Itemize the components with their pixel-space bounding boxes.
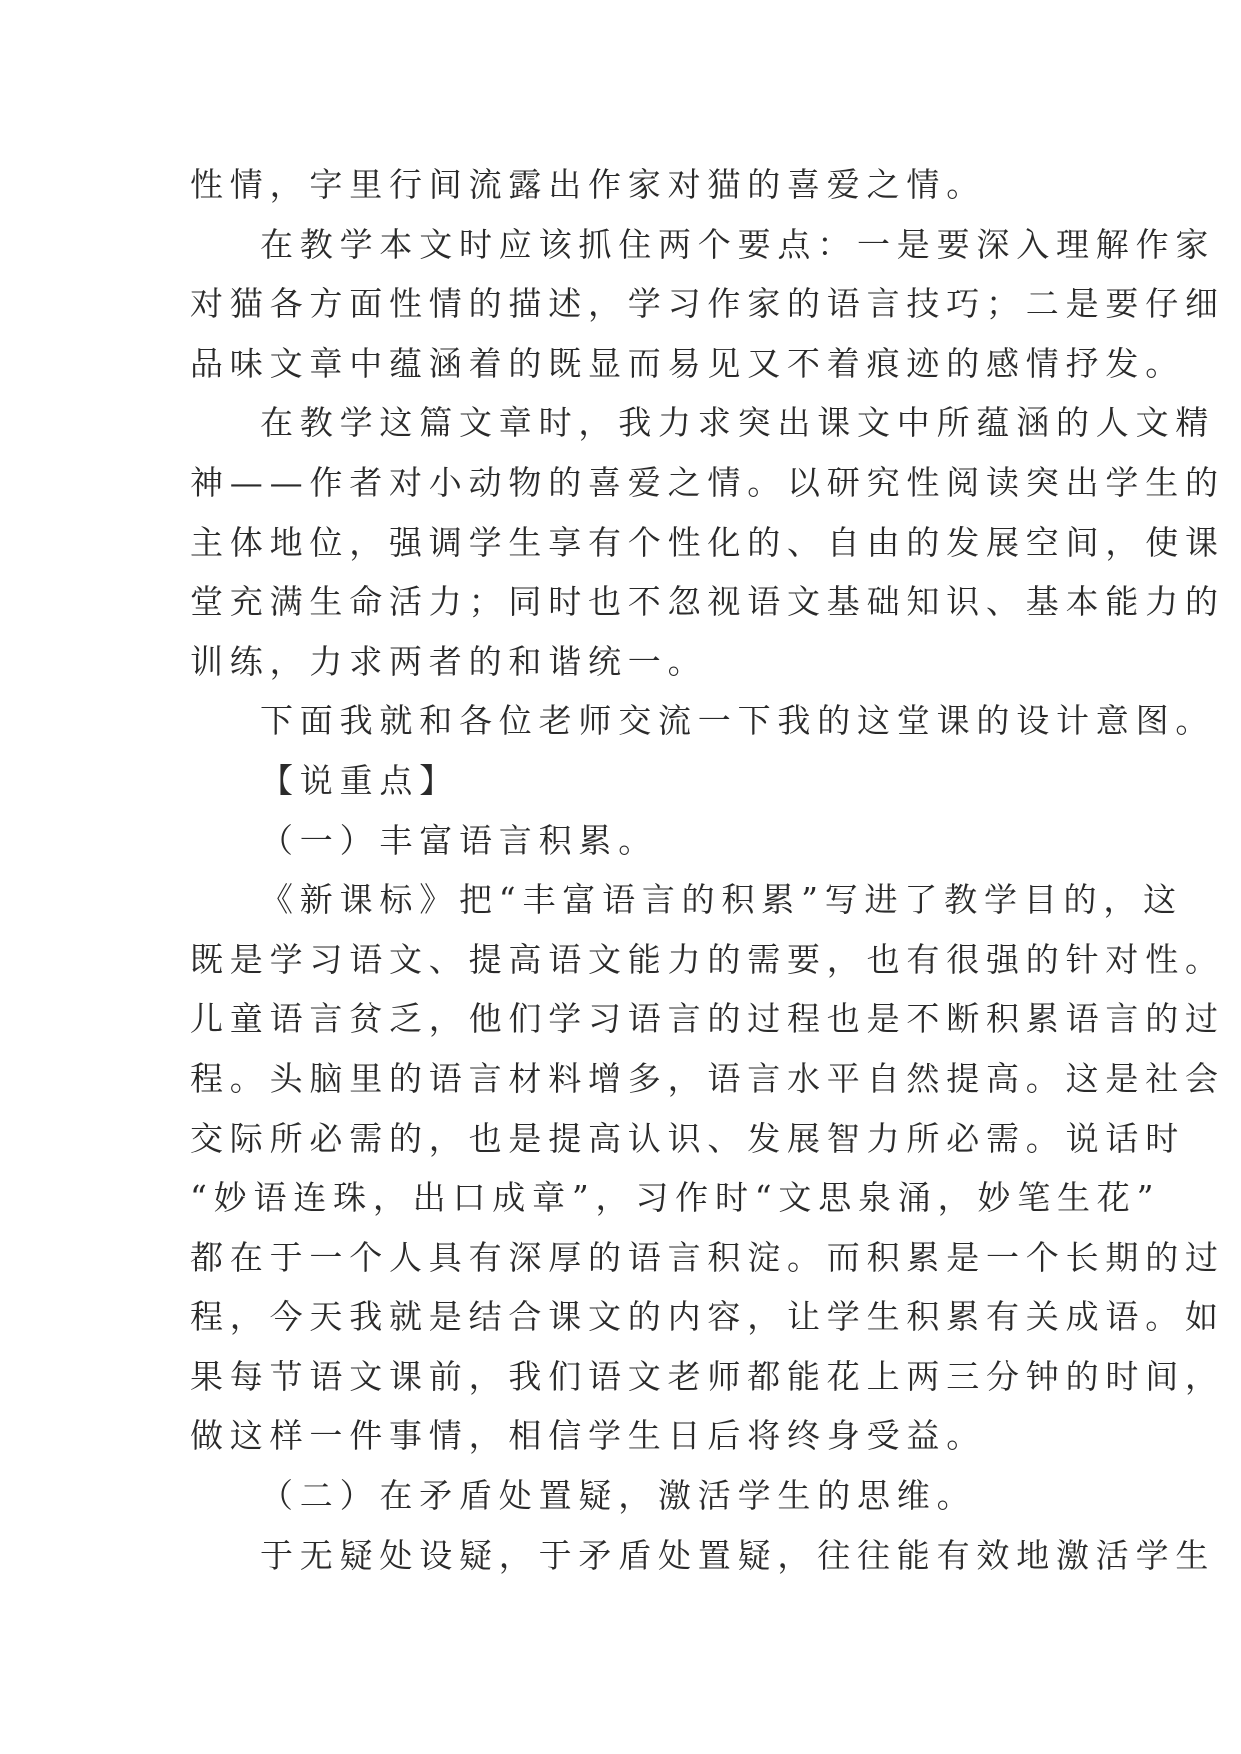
text-line: 做这样一件事情，相信学生日后将终身受益。: [190, 1416, 986, 1456]
text-line: 都在于一个人具有深厚的语言积淀。而积累是一个长期的过: [190, 1237, 1225, 1277]
text-line: 儿童语言贫乏，他们学习语言的过程也是不断积累语言的过: [190, 999, 1225, 1039]
text-line: 《新课标》把“丰富语言的积累”写进了教学目的，这: [260, 880, 1183, 920]
text-line: 堂充满生命活力；同时也不忽视语文基础知识、基本能力的: [190, 582, 1225, 622]
text-line: “妙语连珠，出口成章”，习作时“文思泉涌，妙笔生花”: [190, 1178, 1161, 1218]
section-heading: 【说重点】: [260, 760, 459, 800]
text-line: 于无疑处设疑，于矛盾处置疑，往往能有效地激活学生: [260, 1535, 1216, 1575]
text-line: 在教学这篇文章时，我力求突出课文中所蕴涵的人文精: [260, 403, 1216, 443]
subsection-heading: （一）丰富语言积累。: [260, 820, 658, 860]
text-line: 既是学习语文、提高语文能力的需要，也有很强的针对性。: [190, 939, 1225, 979]
text-line: 程。头脑里的语言材料增多，语言水平自然提高。这是社会: [190, 1058, 1225, 1098]
text-line: 神——作者对小动物的喜爱之情。以研究性阅读突出学生的: [190, 462, 1225, 502]
document-body: [190, 155, 1225, 1585]
subsection-heading: （二）在矛盾处置疑，激活学生的思维。: [260, 1476, 977, 1516]
text-line: 在教学本文时应该抓住两个要点：一是要深入理解作家: [260, 224, 1216, 264]
text-line: 品味文章中蕴涵着的既显而易见又不着痕迹的感情抒发。: [190, 343, 1185, 383]
text-line: 性情，字里行间流露出作家对猫的喜爱之情。: [190, 165, 986, 204]
text-line: 下面我就和各位老师交流一下我的这堂课的设计意图。: [260, 701, 1216, 741]
text-line: 程，今天我就是结合课文的内容，让学生积累有关成语。如: [190, 1297, 1225, 1337]
text-line: 训练，力求两者的和谐统一。: [190, 641, 708, 681]
text-line: 果每节语文课前，我们语文老师都能花上两三分钟的时间，: [190, 1356, 1225, 1396]
text-line: 对猫各方面性情的描述，学习作家的语言技巧；二是要仔细: [190, 284, 1225, 324]
text-line: 主体地位，强调学生享有个性化的、自由的发展空间，使课: [190, 522, 1225, 562]
text-line: 交际所必需的，也是提高认识、发展智力所必需。说话时: [190, 1118, 1185, 1158]
